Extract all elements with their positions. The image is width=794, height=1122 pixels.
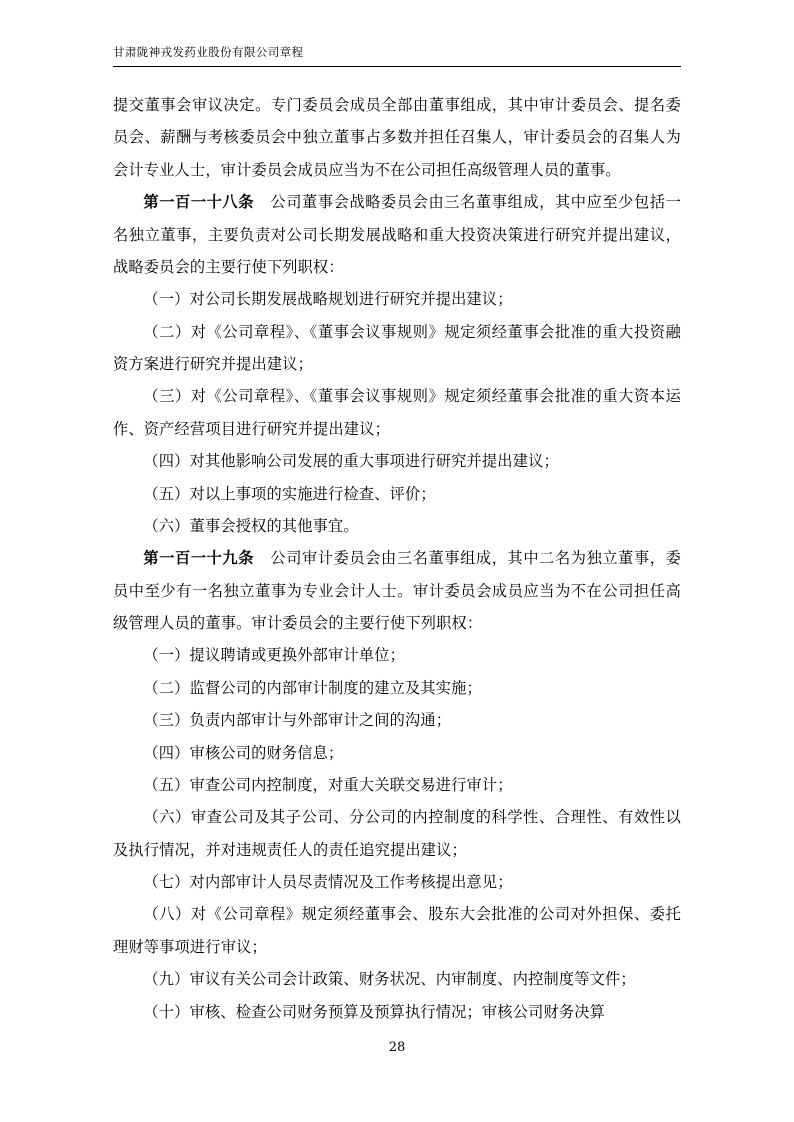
paragraph-118-item-3 [113,380,681,445]
paragraph-119-item-10 [113,996,681,1028]
paragraph-119-item-4 [113,737,681,769]
paragraph-118-item-1 [113,283,681,315]
paragraph-119-item-1 [113,639,681,671]
paragraph-text: 公司审计委员会由三名董事组成，其中二名为独立董事，委员中至少有一名独立董事为专业会计人士。审计委员会成员应当为不在公司担任高级管理人员的董事。审计委员会的主要行使下列职权： [113,549,681,633]
paragraph-text: （九）审议有关公司会计政策、财务状况、内审制度、内控制度等文件； [143,970,636,989]
paragraph-text: （四）对其他影响公司发展的重大事项进行研究并提出建议； [143,452,559,471]
body-text [113,89,681,1028]
paragraph-text: 公司董事会战略委员会由三名董事组成，其中应至少包括一名独立董事，主要负责对公司长期发展战略和重大投资决策进行研究并提出建议，战略委员会的主要行使下列职权： [113,193,681,276]
paragraph-text: （五）对以上事项的实施进行检查、评价； [143,484,436,503]
paragraph-text: （十）审核、检查公司财务预算及预算执行情况；审核公司财务决算 [143,1002,606,1021]
paragraph-text: （八）对《公司章程》规定须经董事会、股东大会批准的公司对外担保、委托理财等事项进行审议； [113,905,681,956]
paragraph-119-item-7 [113,866,681,898]
article-label: 第一百一十九条 [143,549,255,568]
paragraph-text: （六）审查公司及其子公司、分公司的内控制度的科学性、合理性、有效性以及执行情况，并对违规责任人的责任追究提出建议； [113,808,681,859]
paragraph-text: （四）审核公司的财务信息； [143,743,344,762]
paragraph-continued [113,89,681,186]
paragraph-text: （一）对公司长期发展战略规划进行研究并提出建议； [143,290,513,309]
paragraph-119-item-3 [113,704,681,736]
paragraph-text: （七）对内部审计人员尽责情况及工作考核提出意见； [143,873,513,892]
paragraph-text: （二）监督公司的内部审计制度的建立及其实施； [143,678,482,697]
paragraph-text: （五）审查公司内控制度，对重大关联交易进行审计； [143,775,513,794]
running-header: 甘肃陇神戎发药业股份有限公司章程 [113,45,304,59]
paragraph-article-118 [113,186,681,283]
paragraph-text: （三）负责内部审计与外部审计之间的沟通； [143,711,452,730]
paragraph-119-item-9 [113,963,681,995]
paragraph-text: （六）董事会授权的其他事宜。 [143,516,359,535]
paragraph-118-item-2 [113,316,681,381]
paragraph-text: （三）对《公司章程》、《董事会议事规则》规定须经董事会批准的重大资本运作、资产经营项目进行研究并提出建议； [113,387,681,438]
paragraph-text: （二）对《公司章程》、《董事会议事规则》规定须经董事会批准的重大投资融资方案进行研究并提出建议； [113,322,681,374]
paragraph-text: 提交董事会审议决定。专门委员会成员全部由董事组成，其中审计委员会、提名委员会、薪酬与考核委员会中独立董事占多数并担任召集人，审计委员会的召集人为会计专业人士，审计委员会成员应当为不在公司担任高级管理人员的董事。 [113,96,681,179]
paragraph-119-item-8 [113,898,681,963]
paragraph-118-item-5 [113,478,681,510]
paragraph-text: （一）提议聘请或更换外部审计单位； [143,646,405,665]
page-number: 28 [388,1040,406,1055]
paragraph-article-119 [113,542,681,639]
paragraph-118-item-4 [113,445,681,477]
paragraph-119-item-5 [113,769,681,801]
paragraph-119-item-2 [113,672,681,704]
page-content [113,44,681,1028]
header-divider [113,66,681,67]
paragraph-119-item-6 [113,801,681,866]
article-label: 第一百一十八条 [143,193,255,212]
paragraph-118-item-6 [113,510,681,542]
